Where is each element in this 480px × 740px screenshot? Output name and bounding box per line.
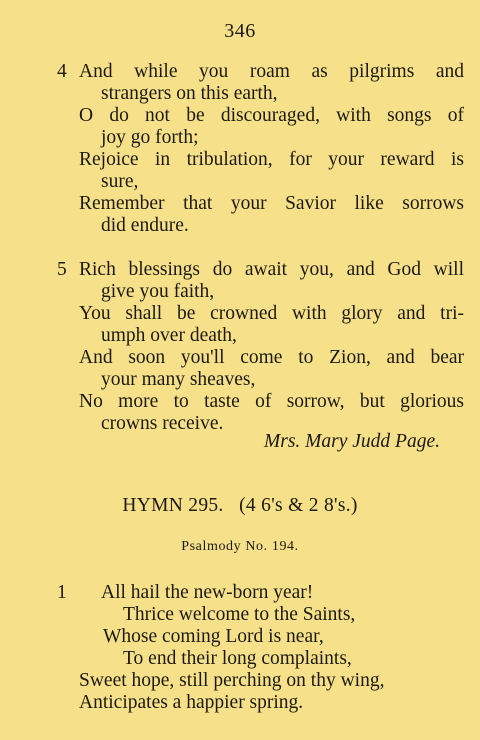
hymn-heading	[0, 495, 480, 517]
verse-5-line-6: your many sheaves,	[101, 369, 256, 390]
hymn-tune: Psalmody No. 194.	[181, 539, 299, 554]
verse-4-line-5: Rejoice in tribulation, for your reward is	[79, 149, 464, 170]
verse-number-1: 1	[57, 582, 67, 603]
verse-5-line-2: give you faith,	[101, 281, 215, 302]
hymn-meter: (4 6's & 2 8's.)	[239, 495, 358, 516]
verse-1-line-3: Whose coming Lord is near,	[103, 626, 324, 647]
verse-5-line-5: And soon you'll come to Zion, and bear	[79, 347, 464, 368]
verse-5-line-1: Rich blessings do await you, and God will	[79, 259, 464, 280]
verse-5-attribution: Mrs. Mary Judd Page.	[263, 431, 440, 452]
verse-5-line-4: umph over death,	[101, 325, 237, 346]
verse-5-line-8: crowns receive.	[101, 413, 224, 434]
verse-4-line-8: did endure.	[101, 215, 189, 236]
verse-5-line-7: No more to taste of sorrow, but glorious	[79, 391, 464, 412]
hymn-title: HYMN 295.	[122, 495, 224, 516]
verse-4-line-6: sure,	[101, 171, 139, 192]
verse-1-line-5: Sweet hope, still perching on thy wing,	[79, 670, 385, 691]
verse-1-line-1: All hail the new-born year!	[101, 582, 314, 603]
verse-1-line-4: To end their long complaints,	[123, 648, 352, 669]
verse-4-line-1: And while you roam as pilgrims and	[79, 61, 464, 82]
verse-4-line-7: Remember that your Savior like sorrows	[79, 193, 464, 214]
verse-4-line-2: strangers on this earth,	[101, 83, 278, 104]
verse-number-5: 5	[57, 259, 67, 280]
page-number: 346	[224, 20, 256, 42]
verse-1-line-6: Anticipates a happier spring.	[79, 692, 304, 713]
verse-5-line-3: You shall be crowned with glory and tri-	[79, 303, 464, 324]
verse-number-4: 4	[57, 61, 67, 82]
verse-1-line-2: Thrice welcome to the Saints,	[123, 604, 356, 625]
verse-4-line-3: O do not be discouraged, with songs of	[79, 105, 464, 126]
verse-4-line-4: joy go forth;	[101, 127, 199, 148]
